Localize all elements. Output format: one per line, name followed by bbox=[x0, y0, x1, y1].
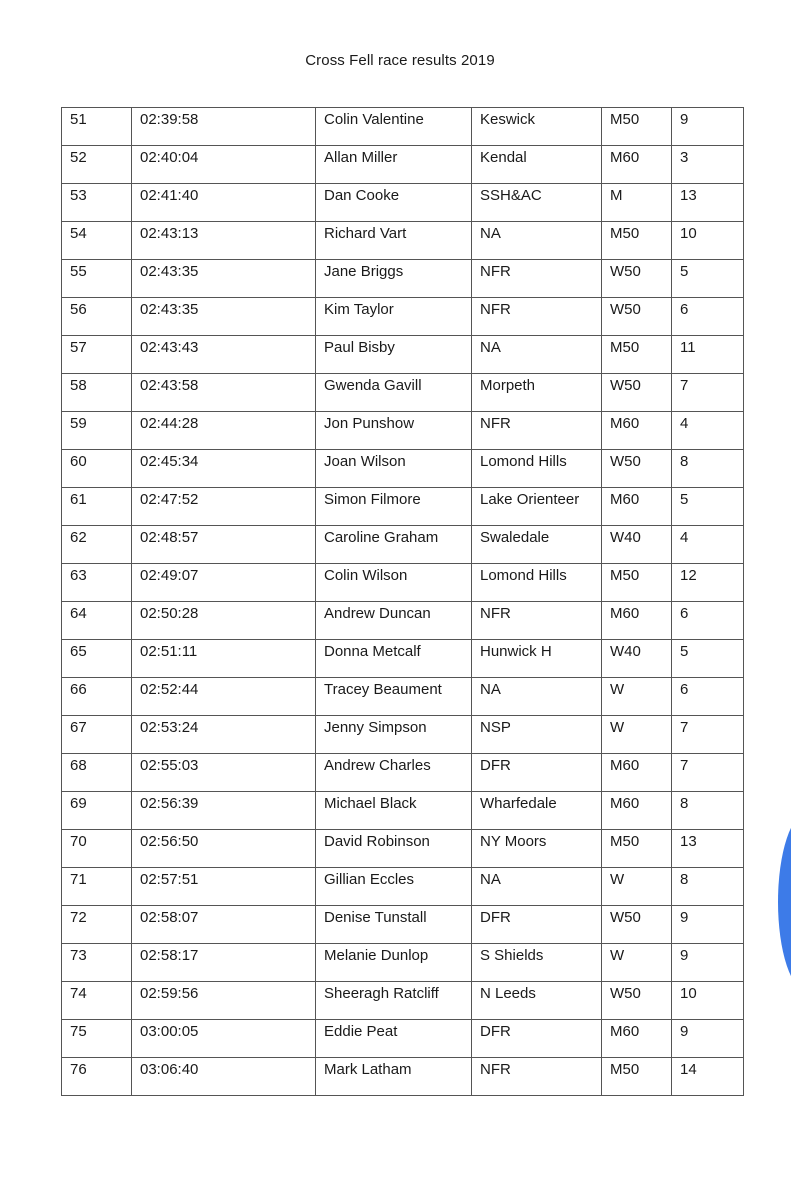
club-cell: NA bbox=[472, 336, 602, 374]
table-row bbox=[62, 488, 744, 526]
category-position-cell: 7 bbox=[672, 716, 744, 754]
time-cell: 02:49:07 bbox=[132, 564, 316, 602]
category-position-cell: 11 bbox=[672, 336, 744, 374]
time-cell: 02:50:28 bbox=[132, 602, 316, 640]
category-position-cell: 12 bbox=[672, 564, 744, 602]
position-cell: 59 bbox=[62, 412, 132, 450]
time-cell: 02:43:43 bbox=[132, 336, 316, 374]
category-cell: M50 bbox=[602, 564, 672, 602]
category-position-cell: 13 bbox=[672, 830, 744, 868]
time-cell: 02:39:58 bbox=[132, 108, 316, 146]
category-cell: M50 bbox=[602, 1058, 672, 1096]
floating-action-button-edge[interactable] bbox=[778, 812, 791, 992]
results-table-body bbox=[62, 108, 744, 1096]
position-cell: 68 bbox=[62, 754, 132, 792]
category-position-cell: 6 bbox=[672, 298, 744, 336]
club-cell: DFR bbox=[472, 906, 602, 944]
position-cell: 61 bbox=[62, 488, 132, 526]
category-cell: M60 bbox=[602, 754, 672, 792]
table-row bbox=[62, 374, 744, 412]
club-cell: NA bbox=[472, 868, 602, 906]
category-cell: W bbox=[602, 716, 672, 754]
runner-name-cell: Jon Punshow bbox=[316, 412, 472, 450]
club-cell: Lomond Hills bbox=[472, 564, 602, 602]
position-cell: 75 bbox=[62, 1020, 132, 1058]
time-cell: 02:41:40 bbox=[132, 184, 316, 222]
club-cell: NFR bbox=[472, 602, 602, 640]
runner-name-cell: Andrew Duncan bbox=[316, 602, 472, 640]
category-position-cell: 6 bbox=[672, 678, 744, 716]
position-cell: 62 bbox=[62, 526, 132, 564]
table-row bbox=[62, 336, 744, 374]
position-cell: 72 bbox=[62, 906, 132, 944]
club-cell: Swaledale bbox=[472, 526, 602, 564]
time-cell: 02:57:51 bbox=[132, 868, 316, 906]
table-row bbox=[62, 716, 744, 754]
position-cell: 60 bbox=[62, 450, 132, 488]
runner-name-cell: Jane Briggs bbox=[316, 260, 472, 298]
category-cell: M60 bbox=[602, 146, 672, 184]
category-cell: W50 bbox=[602, 906, 672, 944]
category-position-cell: 7 bbox=[672, 374, 744, 412]
runner-name-cell: Joan Wilson bbox=[316, 450, 472, 488]
results-table bbox=[61, 107, 744, 1096]
category-cell: W bbox=[602, 868, 672, 906]
table-row bbox=[62, 868, 744, 906]
time-cell: 02:40:04 bbox=[132, 146, 316, 184]
category-cell: M50 bbox=[602, 222, 672, 260]
time-cell: 02:43:35 bbox=[132, 260, 316, 298]
time-cell: 03:00:05 bbox=[132, 1020, 316, 1058]
table-row bbox=[62, 260, 744, 298]
table-row bbox=[62, 184, 744, 222]
table-row bbox=[62, 298, 744, 336]
table-row bbox=[62, 526, 744, 564]
category-cell: W50 bbox=[602, 260, 672, 298]
position-cell: 76 bbox=[62, 1058, 132, 1096]
position-cell: 55 bbox=[62, 260, 132, 298]
table-row bbox=[62, 830, 744, 868]
time-cell: 02:56:39 bbox=[132, 792, 316, 830]
category-position-cell: 7 bbox=[672, 754, 744, 792]
runner-name-cell: Simon Filmore bbox=[316, 488, 472, 526]
time-cell: 02:56:50 bbox=[132, 830, 316, 868]
category-cell: W50 bbox=[602, 298, 672, 336]
position-cell: 66 bbox=[62, 678, 132, 716]
time-cell: 02:53:24 bbox=[132, 716, 316, 754]
position-cell: 70 bbox=[62, 830, 132, 868]
category-position-cell: 10 bbox=[672, 222, 744, 260]
runner-name-cell: Melanie Dunlop bbox=[316, 944, 472, 982]
time-cell: 02:59:56 bbox=[132, 982, 316, 1020]
category-cell: M60 bbox=[602, 1020, 672, 1058]
time-cell: 02:43:58 bbox=[132, 374, 316, 412]
position-cell: 56 bbox=[62, 298, 132, 336]
time-cell: 02:48:57 bbox=[132, 526, 316, 564]
table-row bbox=[62, 564, 744, 602]
category-position-cell: 5 bbox=[672, 260, 744, 298]
runner-name-cell: Jenny Simpson bbox=[316, 716, 472, 754]
table-row bbox=[62, 146, 744, 184]
category-cell: W50 bbox=[602, 982, 672, 1020]
runner-name-cell: Mark Latham bbox=[316, 1058, 472, 1096]
category-position-cell: 5 bbox=[672, 640, 744, 678]
table-row bbox=[62, 412, 744, 450]
category-cell: M60 bbox=[602, 602, 672, 640]
club-cell: Lomond Hills bbox=[472, 450, 602, 488]
runner-name-cell: Caroline Graham bbox=[316, 526, 472, 564]
runner-name-cell: Sheeragh Ratcliff bbox=[316, 982, 472, 1020]
category-cell: M50 bbox=[602, 108, 672, 146]
category-position-cell: 9 bbox=[672, 108, 744, 146]
category-cell: W50 bbox=[602, 450, 672, 488]
category-cell: M50 bbox=[602, 336, 672, 374]
time-cell: 02:55:03 bbox=[132, 754, 316, 792]
position-cell: 57 bbox=[62, 336, 132, 374]
club-cell: Morpeth bbox=[472, 374, 602, 412]
position-cell: 71 bbox=[62, 868, 132, 906]
club-cell: DFR bbox=[472, 1020, 602, 1058]
runner-name-cell: Colin Wilson bbox=[316, 564, 472, 602]
table-row bbox=[62, 906, 744, 944]
category-cell: W bbox=[602, 678, 672, 716]
category-position-cell: 8 bbox=[672, 450, 744, 488]
runner-name-cell: Gwenda Gavill bbox=[316, 374, 472, 412]
category-position-cell: 10 bbox=[672, 982, 744, 1020]
club-cell: NA bbox=[472, 222, 602, 260]
time-cell: 02:58:17 bbox=[132, 944, 316, 982]
category-position-cell: 6 bbox=[672, 602, 744, 640]
position-cell: 74 bbox=[62, 982, 132, 1020]
position-cell: 58 bbox=[62, 374, 132, 412]
table-row bbox=[62, 450, 744, 488]
runner-name-cell: Denise Tunstall bbox=[316, 906, 472, 944]
runner-name-cell: Kim Taylor bbox=[316, 298, 472, 336]
category-cell: W bbox=[602, 944, 672, 982]
table-row bbox=[62, 982, 744, 1020]
club-cell: DFR bbox=[472, 754, 602, 792]
category-position-cell: 9 bbox=[672, 944, 744, 982]
category-position-cell: 9 bbox=[672, 906, 744, 944]
runner-name-cell: Tracey Beaument bbox=[316, 678, 472, 716]
position-cell: 69 bbox=[62, 792, 132, 830]
table-row bbox=[62, 1020, 744, 1058]
club-cell: Hunwick H bbox=[472, 640, 602, 678]
category-position-cell: 9 bbox=[672, 1020, 744, 1058]
category-cell: M bbox=[602, 184, 672, 222]
category-cell: W50 bbox=[602, 374, 672, 412]
position-cell: 54 bbox=[62, 222, 132, 260]
club-cell: NA bbox=[472, 678, 602, 716]
time-cell: 02:43:13 bbox=[132, 222, 316, 260]
table-row bbox=[62, 754, 744, 792]
runner-name-cell: David Robinson bbox=[316, 830, 472, 868]
table-row bbox=[62, 640, 744, 678]
club-cell: NFR bbox=[472, 412, 602, 450]
category-position-cell: 4 bbox=[672, 526, 744, 564]
time-cell: 02:47:52 bbox=[132, 488, 316, 526]
table-row bbox=[62, 602, 744, 640]
category-position-cell: 8 bbox=[672, 792, 744, 830]
category-cell: M60 bbox=[602, 792, 672, 830]
time-cell: 02:51:11 bbox=[132, 640, 316, 678]
position-cell: 64 bbox=[62, 602, 132, 640]
time-cell: 02:44:28 bbox=[132, 412, 316, 450]
club-cell: NY Moors bbox=[472, 830, 602, 868]
table-row bbox=[62, 222, 744, 260]
runner-name-cell: Colin Valentine bbox=[316, 108, 472, 146]
runner-name-cell: Allan Miller bbox=[316, 146, 472, 184]
category-cell: M60 bbox=[602, 412, 672, 450]
time-cell: 02:43:35 bbox=[132, 298, 316, 336]
table-row bbox=[62, 108, 744, 146]
position-cell: 63 bbox=[62, 564, 132, 602]
club-cell: NFR bbox=[472, 298, 602, 336]
runner-name-cell: Richard Vart bbox=[316, 222, 472, 260]
category-position-cell: 14 bbox=[672, 1058, 744, 1096]
time-cell: 03:06:40 bbox=[132, 1058, 316, 1096]
category-cell: W40 bbox=[602, 640, 672, 678]
club-cell: S Shields bbox=[472, 944, 602, 982]
club-cell: Keswick bbox=[472, 108, 602, 146]
category-position-cell: 8 bbox=[672, 868, 744, 906]
club-cell: Lake Orienteer bbox=[472, 488, 602, 526]
runner-name-cell: Michael Black bbox=[316, 792, 472, 830]
table-row bbox=[62, 792, 744, 830]
table-row bbox=[62, 678, 744, 716]
category-cell: W40 bbox=[602, 526, 672, 564]
time-cell: 02:52:44 bbox=[132, 678, 316, 716]
category-position-cell: 4 bbox=[672, 412, 744, 450]
category-position-cell: 13 bbox=[672, 184, 744, 222]
position-cell: 53 bbox=[62, 184, 132, 222]
runner-name-cell: Dan Cooke bbox=[316, 184, 472, 222]
club-cell: SSH&AC bbox=[472, 184, 602, 222]
position-cell: 51 bbox=[62, 108, 132, 146]
time-cell: 02:45:34 bbox=[132, 450, 316, 488]
club-cell: NFR bbox=[472, 1058, 602, 1096]
club-cell: N Leeds bbox=[472, 982, 602, 1020]
runner-name-cell: Donna Metcalf bbox=[316, 640, 472, 678]
runner-name-cell: Eddie Peat bbox=[316, 1020, 472, 1058]
category-position-cell: 3 bbox=[672, 146, 744, 184]
runner-name-cell: Gillian Eccles bbox=[316, 868, 472, 906]
table-row bbox=[62, 944, 744, 982]
category-cell: M60 bbox=[602, 488, 672, 526]
position-cell: 67 bbox=[62, 716, 132, 754]
runner-name-cell: Andrew Charles bbox=[316, 754, 472, 792]
club-cell: NSP bbox=[472, 716, 602, 754]
category-position-cell: 5 bbox=[672, 488, 744, 526]
category-cell: M50 bbox=[602, 830, 672, 868]
club-cell: Kendal bbox=[472, 146, 602, 184]
page-title: Cross Fell race results 2019 bbox=[305, 52, 495, 69]
position-cell: 73 bbox=[62, 944, 132, 982]
position-cell: 65 bbox=[62, 640, 132, 678]
club-cell: Wharfedale bbox=[472, 792, 602, 830]
runner-name-cell: Paul Bisby bbox=[316, 336, 472, 374]
time-cell: 02:58:07 bbox=[132, 906, 316, 944]
table-row bbox=[62, 1058, 744, 1096]
club-cell: NFR bbox=[472, 260, 602, 298]
position-cell: 52 bbox=[62, 146, 132, 184]
